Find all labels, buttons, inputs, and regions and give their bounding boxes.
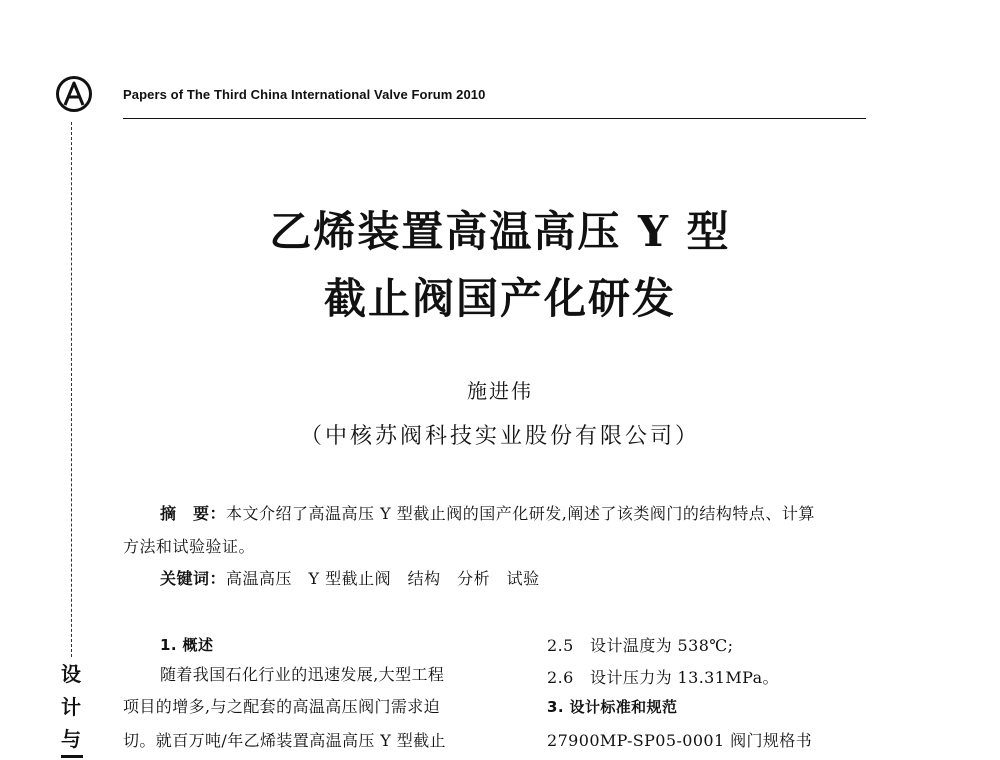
header-rule [123,118,866,119]
keywords-label: 关键词： [160,569,227,588]
section-3-heading: 3. 设计标准和规范 [547,698,678,716]
forum-logo-icon [55,75,93,113]
abstract-label: 摘 要： [160,504,227,523]
spec-design-pressure: 2.6 设计压力为 13.31MPa。 [547,668,779,687]
spec-document-reference: 27900MP-SP05-0001 阀门规格书 [547,731,813,750]
abstract-line-1 [160,506,815,522]
keywords-line [160,571,540,587]
section-1-heading: 1. 概述 [160,636,214,654]
body-line-1: 随着我国石化行业的迅速发展,大型工程 [160,665,445,684]
abstract-text-1: 本文介绍了高温高压 Y 型截止阀的国产化研发,阐述了该类阀门的结构特点、计算 [226,504,815,523]
paper-title-line-2: 截止阀国产化研发 [323,274,676,323]
side-label-char-2: 计 [61,695,81,719]
body-line-2: 项目的增多,与之配套的高温高压阀门需求迫 [123,697,441,716]
spec-design-temperature: 2.5 设计温度为 538℃; [547,636,734,655]
paper-title-line-1: 乙烯装置高温高压 Y 型 [269,207,731,256]
abstract-line-2: 方法和试验验证。 [123,537,256,556]
running-header: Papers of The Third China International Valve Forum 2010 [123,87,486,102]
author-affiliation: （中核苏阀科技实业股份有限公司） [299,424,700,449]
body-line-3: 切。就百万吨/年乙烯装置高温高压 Y 型截止 [123,731,446,750]
side-label-stub [61,755,83,758]
side-label-char-1: 设 [61,662,81,686]
keywords-text: 高温高压 Y 型截止阀 结构 分析 试验 [226,569,540,588]
author-name: 施进伟 [467,379,533,403]
side-label-char-3: 与 [61,727,81,751]
